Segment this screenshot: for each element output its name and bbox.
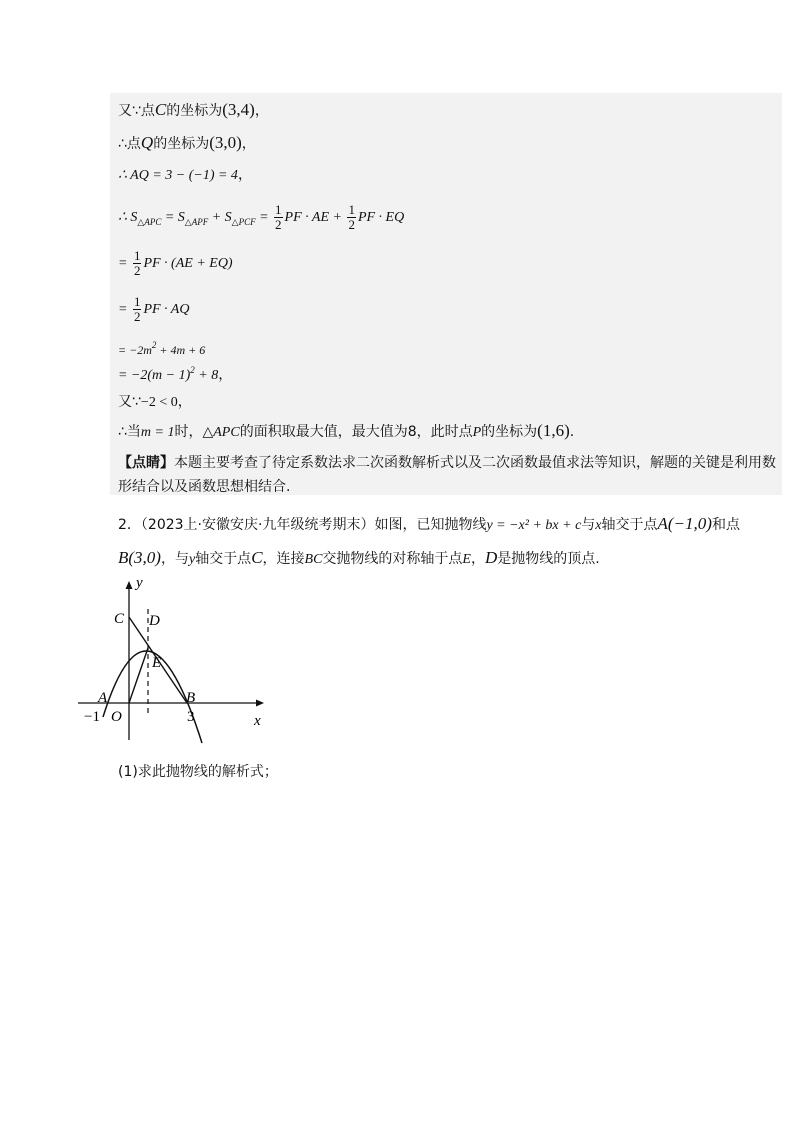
text: 又∵点 xyxy=(118,103,155,119)
x-axis-arrow xyxy=(256,700,264,707)
solution-line-1 xyxy=(118,101,269,120)
problem-source: （2023上·安徽安庆·九年级统考期末） xyxy=(140,517,375,533)
math-text: + 8 xyxy=(194,368,219,383)
parabola-figure xyxy=(70,575,280,745)
comment-block xyxy=(118,451,778,499)
label-3: 3 xyxy=(187,709,195,725)
solution-line-7 xyxy=(118,336,205,359)
solution-line-8 xyxy=(118,361,232,385)
fraction: $\frac{1}{2}$ xyxy=(133,248,141,279)
text: 和点 xyxy=(711,517,740,533)
math-var: C xyxy=(154,100,167,119)
math-var: D xyxy=(484,548,498,567)
label-E: E xyxy=(152,655,162,671)
text: 交抛物线的对称轴于点 xyxy=(322,551,463,567)
math-superscript: 2 xyxy=(190,365,195,375)
math-text: = −2(m − 1) xyxy=(118,368,191,383)
math-var: y xyxy=(188,552,196,567)
text: ∴点 xyxy=(118,136,141,152)
solution-line-2 xyxy=(118,134,256,153)
math-text: PF · AQ xyxy=(143,302,190,317)
text: ， xyxy=(237,167,252,183)
text: . xyxy=(569,424,575,440)
math-subscript: △APF xyxy=(184,217,209,227)
segment-OE xyxy=(129,648,148,703)
math-subscript: △APC xyxy=(137,217,162,227)
text: 的坐标为 xyxy=(153,136,210,152)
fraction: $\frac{1}{2}$ xyxy=(133,294,141,325)
question-1: (1)求此抛物线的解析式； xyxy=(118,764,278,780)
math-text: PF · (AE + EQ) xyxy=(143,256,233,271)
y-axis-arrow xyxy=(126,581,133,589)
math-var: Q xyxy=(140,133,154,152)
text: ， xyxy=(218,367,233,383)
math-var: C xyxy=(251,548,263,567)
problem-number: 2． xyxy=(118,517,141,533)
text: 又∵ xyxy=(118,394,141,410)
math-point: B(3,0) xyxy=(118,548,161,567)
text: ，连接 xyxy=(262,551,305,567)
math-subscript: △PCF xyxy=(231,217,256,227)
math-text: = xyxy=(118,256,131,271)
text: 如图，已知抛物线 xyxy=(374,517,487,533)
text: ， xyxy=(177,394,192,410)
text: ， xyxy=(254,103,269,119)
math-superscript: 2 xyxy=(151,340,157,350)
label-D: D xyxy=(149,613,160,629)
math-coord: (1,6) xyxy=(537,421,570,440)
label-B: B xyxy=(186,690,196,706)
label-A: A xyxy=(98,690,108,706)
solution-line-5 xyxy=(118,246,233,281)
math-var: BC xyxy=(304,552,323,567)
comment-text: 本题主要考查了待定系数法求二次函数解析式以及二次函数最值求法等知识，解题的关键是利用数形结合以及函数思想相结合. xyxy=(118,455,776,495)
problem-2 xyxy=(118,508,778,576)
fraction: $\frac{1}{2}$ xyxy=(275,202,282,233)
math-var: x xyxy=(595,518,602,533)
solution-line-6 xyxy=(118,292,189,327)
label-C: C xyxy=(114,611,125,627)
math-text: = xyxy=(118,302,131,317)
math-point: A(−1,0) xyxy=(657,514,712,533)
text: 轴交于点 xyxy=(195,551,252,567)
math-equation: m = 1 xyxy=(140,425,175,440)
text: 与 xyxy=(581,517,596,533)
math-expression: ∴ AQ = 3 − (−1) = 4 xyxy=(118,168,238,183)
math-coord: (3,4) xyxy=(222,100,255,119)
text: ， xyxy=(470,551,485,567)
comment-label: 【点睛】 xyxy=(118,455,174,471)
math-var: P xyxy=(472,425,482,440)
math-text: = −2m xyxy=(118,343,152,357)
math-text: = xyxy=(255,210,273,225)
text: 的面积取最大值，最大值为8，此时点 xyxy=(239,424,473,440)
math-triangle: △APC xyxy=(202,425,240,440)
label-x: x xyxy=(254,713,261,729)
math-text: + S xyxy=(208,210,232,225)
text: 的坐标为 xyxy=(481,424,538,440)
text: 的坐标为 xyxy=(166,103,223,119)
solution-line-4 xyxy=(118,200,404,239)
solution-line-3 xyxy=(118,166,252,185)
math-var: E xyxy=(462,552,471,567)
text: 是抛物线的顶点. xyxy=(497,551,600,567)
label-y: y xyxy=(136,575,143,591)
text: ， xyxy=(241,136,256,152)
math-text: + 4m + 6 xyxy=(156,343,206,357)
math-inequality: −2 < 0 xyxy=(140,395,178,410)
math-text: ∴ S xyxy=(118,210,138,225)
label-O: O xyxy=(111,709,122,725)
math-text: PF · EQ xyxy=(357,210,405,225)
math-text: PF · AE + xyxy=(284,210,346,225)
text: 轴交于点 xyxy=(601,517,658,533)
text: ，与 xyxy=(160,551,189,567)
text: ∴当 xyxy=(118,424,141,440)
text: 时， xyxy=(174,424,203,440)
math-coord: (3,0) xyxy=(209,133,242,152)
math-text: = S xyxy=(161,210,185,225)
solution-line-10 xyxy=(118,422,574,442)
label-minus-1: −1 xyxy=(84,709,100,725)
fraction: $\frac{1}{2}$ xyxy=(348,202,355,233)
math-formula: y = −x² + bx + c xyxy=(486,518,582,533)
solution-line-9 xyxy=(118,393,192,412)
